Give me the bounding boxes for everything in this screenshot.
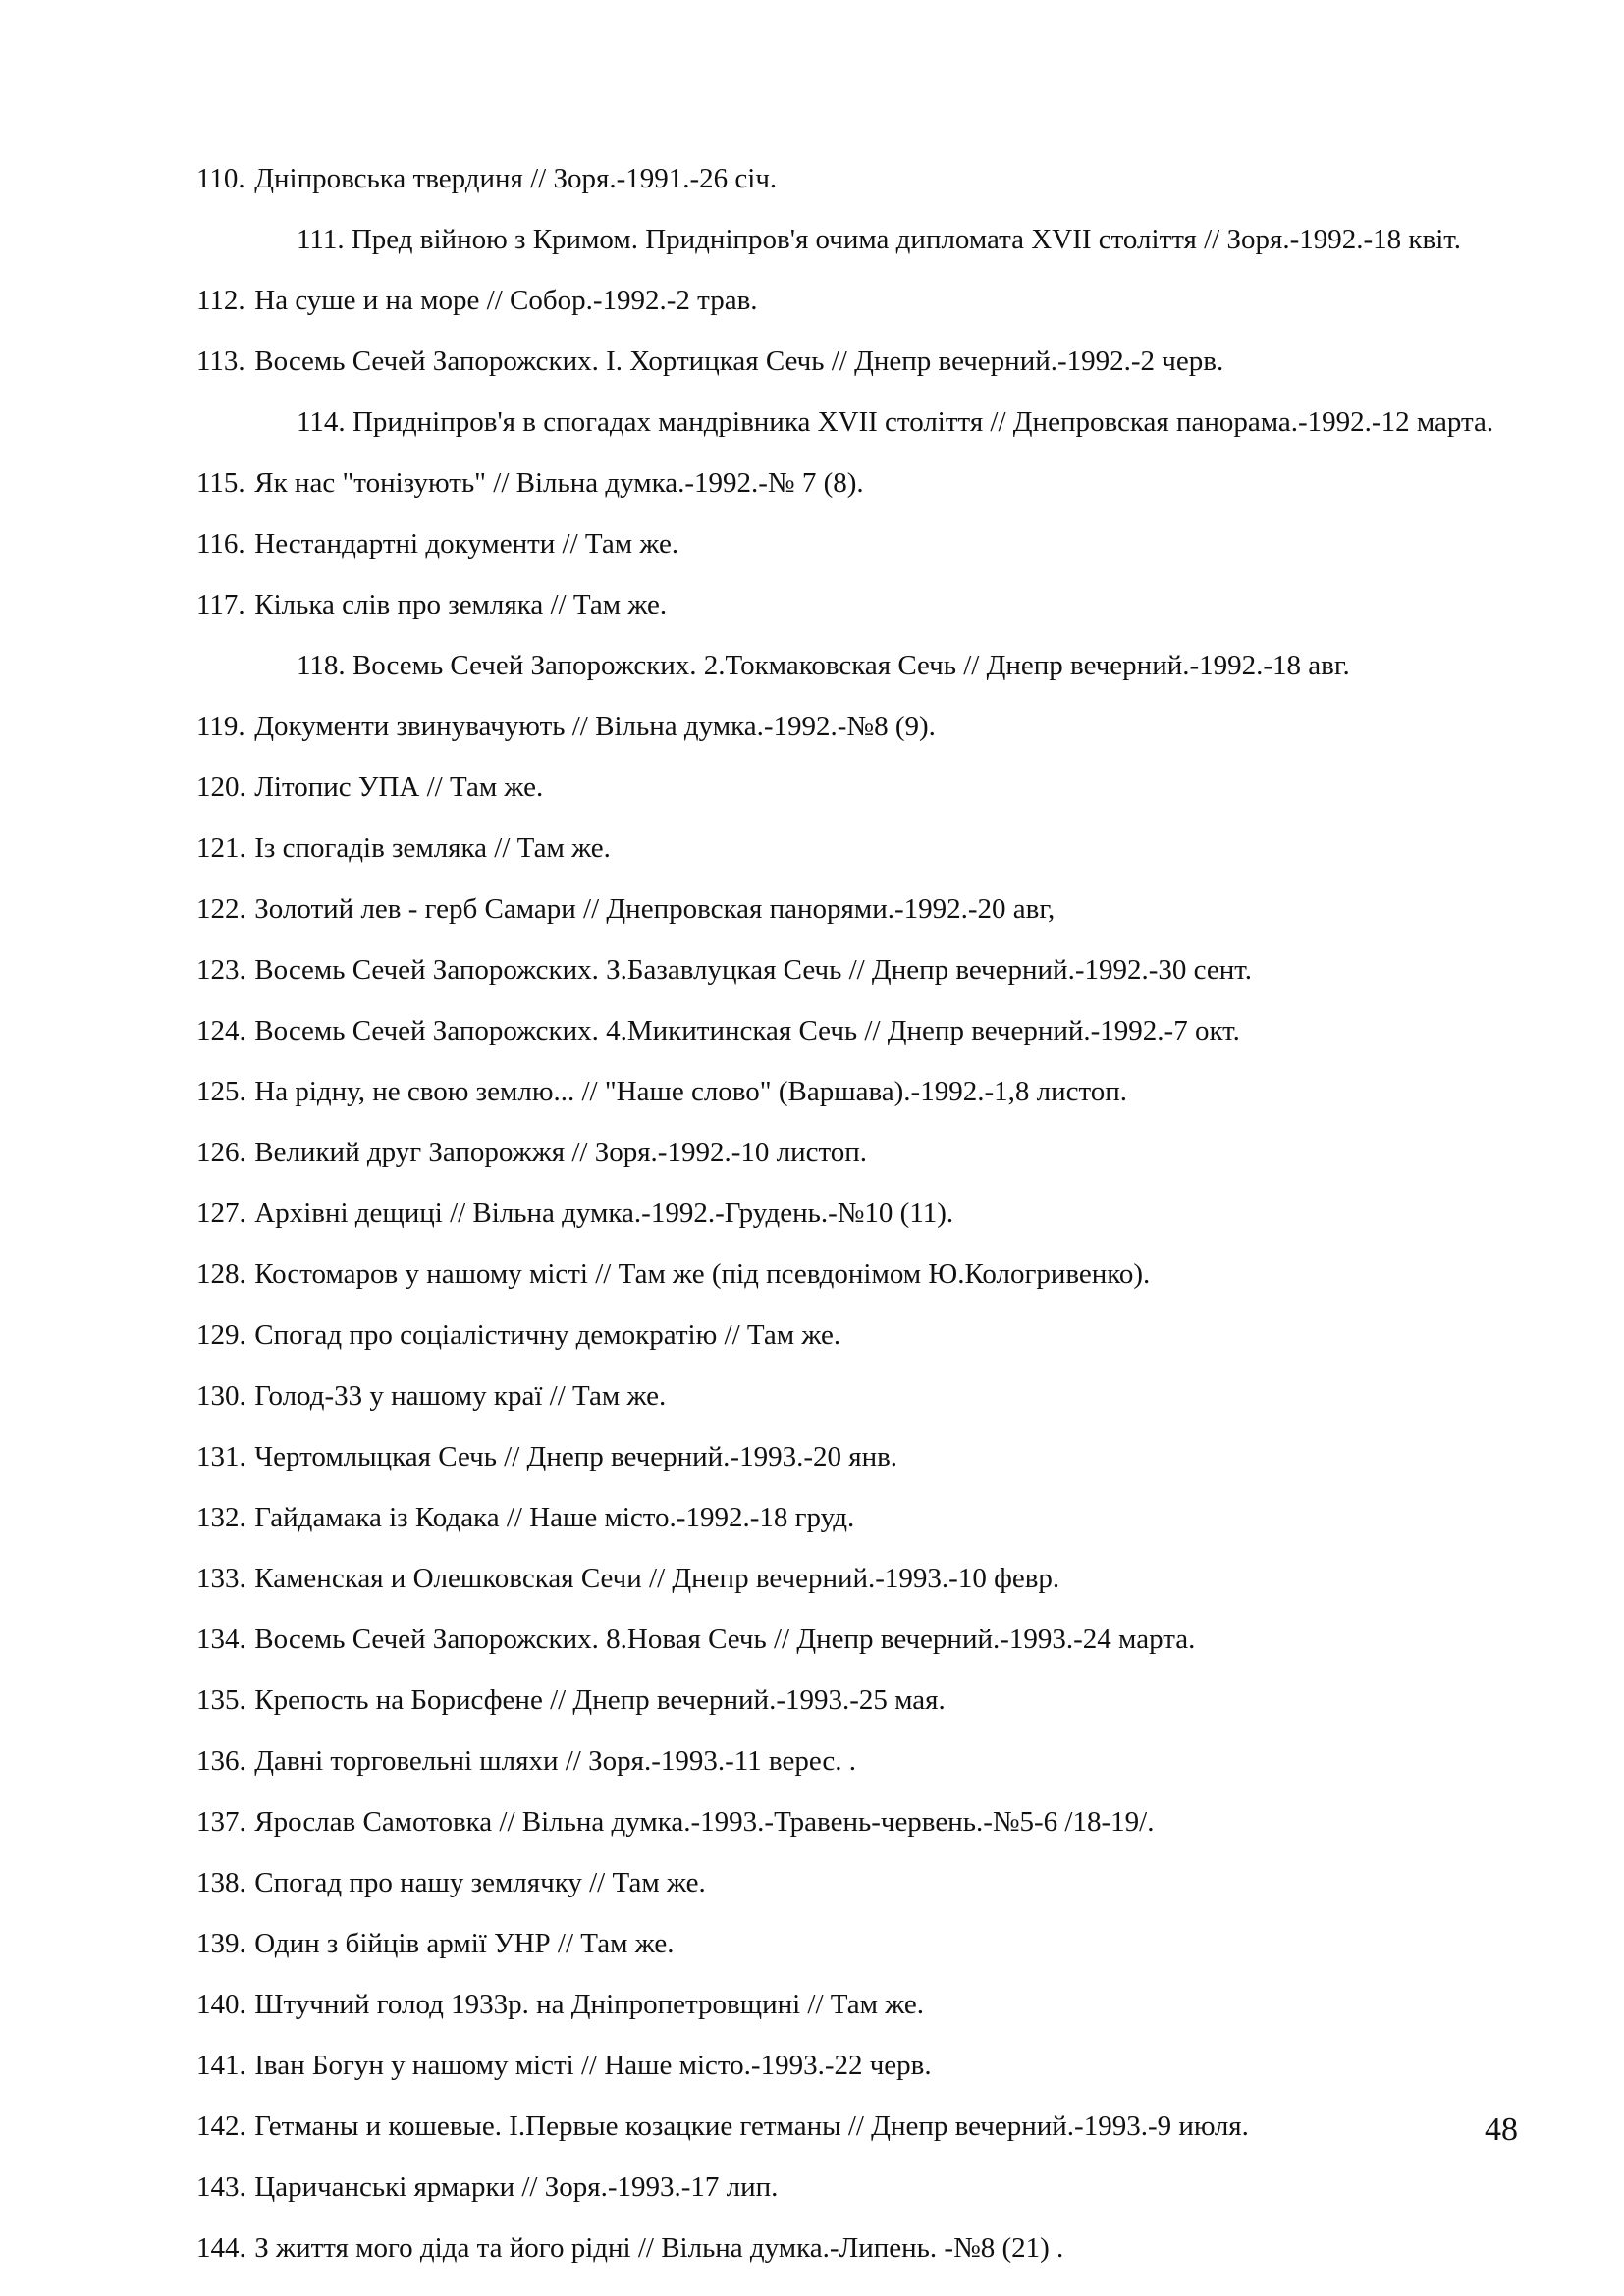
bibliography-entry (196, 525, 1518, 562)
entry-number: 138. (196, 1867, 246, 1898)
entry-number: 125. (196, 1076, 246, 1107)
entry-number: 122. (196, 893, 246, 925)
entry-number: 143. (196, 2171, 246, 2203)
entry-number: 139. (196, 1928, 246, 1959)
bibliography-entry (196, 1925, 1518, 1962)
entry-number: 140. (196, 1989, 246, 2020)
bibliography-entry (196, 343, 1518, 380)
bibliography-entry (196, 282, 1518, 319)
bibliography-entry (196, 829, 1518, 867)
entry-text: Документи звинувачують // Вільна думка.-1992.-№8 (9). (254, 711, 936, 742)
entry-text: Восемь Сечей Запорожских. 2.Токмаковская Сечь // Днепр вечерний.-1992.-18 авг. (352, 650, 1350, 681)
bibliography-entry (96, 221, 1518, 258)
bibliography-entry (196, 1621, 1518, 1658)
entry-number: 111. (297, 224, 345, 255)
entry-number: 127. (196, 1198, 246, 1229)
entry-text: Гайдамака із Кодака // Наше місто.-1992.-18 груд. (254, 1502, 855, 1533)
entry-text: Голод-33 у нашому краї // Там же. (254, 1380, 667, 1412)
bibliography-entry (196, 708, 1518, 745)
entry-number: 126. (196, 1137, 246, 1168)
entry-number: 123. (196, 954, 246, 986)
entry-text: Гетманы и кошевые. I.Первые козацкие гетманы // Днепр вечерний.-1993.-9 июля. (254, 2110, 1249, 2142)
bibliography-entry (196, 2047, 1518, 2084)
entry-text: Пред війною з Кримом. Придніпров'я очима дипломата XVII століття // Зоря.-1992.-18 квіт. (351, 224, 1461, 255)
entry-number: 119. (196, 711, 245, 742)
bibliography-entry (196, 1012, 1518, 1049)
entry-text: Штучний голод 1933р. на Дніпропетровщині // Там же. (254, 1989, 925, 2020)
bibliography-entry (196, 1499, 1518, 1536)
entry-text: Нестандартні документи // Там же. (254, 528, 679, 560)
entry-text: Ярослав Самотовка // Вільна думка.-1993.-Травень-червень.-№5-6 /18-19/. (254, 1806, 1155, 1838)
entry-number: 133. (196, 1563, 246, 1594)
entry-number: 115. (196, 467, 245, 499)
entry-number: 144. (196, 2232, 246, 2264)
entry-text: Каменская и Олешковская Сечи // Днепр вечерний.-1993.-10 февр. (254, 1563, 1060, 1594)
bibliography-entry (96, 403, 1518, 441)
entry-text: Чертомлыцкая Сечь // Днепр вечерний.-1993.-20 янв. (254, 1441, 898, 1472)
bibliography-entry (196, 2168, 1518, 2206)
bibliography-entry (196, 1864, 1518, 1901)
bibliography-entry (196, 951, 1518, 988)
entry-text: Восемь Сечей Запорожских. З.Базавлуцкая Сечь // Днепр вечерний.-1992.-30 сент. (254, 954, 1252, 986)
bibliography-entry (196, 1316, 1518, 1354)
entry-number: 113. (196, 346, 245, 377)
entry-text: Давні торговельні шляхи // Зоря.-1993.-11 верес. . (254, 1745, 857, 1777)
bibliography-entry (196, 160, 1518, 197)
entry-text: Царичанські ярмарки // Зоря.-1993.-17 лип. (254, 2171, 779, 2203)
entry-number: 134. (196, 1624, 246, 1655)
bibliography-entry (196, 2229, 1518, 2267)
entry-text: Кілька слів про земляка // Там же. (254, 589, 668, 620)
entry-text: Іван Богун у нашому місті // Наше місто.-1993.-22 черв. (254, 2050, 932, 2081)
entry-number: 117. (196, 589, 245, 620)
entry-text: Восемь Сечей Запорожских. I. Хортицкая Сечь // Днепр вечерний.-1992.-2 черв. (254, 346, 1224, 377)
entry-text: З життя мого діда та його рідні // Вільна думка.-Липень. -№8 (21) . (254, 2232, 1064, 2264)
entry-text: Із спогадів земляка // Там же. (254, 832, 611, 864)
bibliography-entry (196, 1560, 1518, 1597)
bibliography-entry (196, 2108, 1518, 2145)
entry-number: 114. (297, 406, 346, 438)
entry-number: 136. (196, 1745, 246, 1777)
bibliography-entry (196, 464, 1518, 502)
entry-number: 142. (196, 2110, 246, 2142)
entry-number: 135. (196, 1684, 246, 1716)
entry-number: 124. (196, 1015, 246, 1046)
bibliography-entry (196, 1986, 1518, 2023)
entry-text: Восемь Сечей Запорожских. 8.Новая Сечь // Днепр вечерний.-1993.-24 марта. (254, 1624, 1196, 1655)
bibliography-entry (196, 1803, 1518, 1841)
entry-text: На рідну, не свою землю... // "Наше слово" (Варшава).-1992.-1,8 листоп. (254, 1076, 1128, 1107)
bibliography-entry (196, 1682, 1518, 1719)
entry-number: 132. (196, 1502, 246, 1533)
entry-number: 128. (196, 1258, 246, 1290)
entry-text: Великий друг Запорожжя // Зоря.-1992.-10 листоп. (254, 1137, 868, 1168)
bibliography-entry (196, 1195, 1518, 1232)
entry-number: 130. (196, 1380, 246, 1412)
bibliography-entry (196, 1255, 1518, 1293)
bibliography-entry (196, 769, 1518, 806)
entry-number: 110. (196, 163, 245, 194)
entry-number: 141. (196, 2050, 246, 2081)
entry-text: Спогад про нашу землячку // Там же. (254, 1867, 706, 1898)
entry-number: 120. (196, 772, 246, 803)
entry-number: 121. (196, 832, 246, 864)
entry-text: Золотий лев - герб Самари // Днепровская панорями.-1992.-20 авг, (254, 893, 1056, 925)
entry-text: Літопис УПА // Там же. (254, 772, 544, 803)
entry-text: Крепость на Борисфене // Днепр вечерний.-1993.-25 мая. (254, 1684, 946, 1716)
entry-number: 116. (196, 528, 245, 560)
entry-text: Костомаров у нашому місті // Там же (під псевдонімом Ю.Кологривенко). (254, 1258, 1151, 1290)
entry-text: Як нас "тонізують" // Вільна думка.-1992.-№ 7 (8). (254, 467, 864, 499)
page-number: 48 (1485, 2111, 1518, 2148)
entry-number: 129. (196, 1319, 246, 1351)
entry-text: Спогад про соціалістичну демократію // Там же. (254, 1319, 841, 1351)
entry-number: 112. (196, 285, 245, 316)
bibliography-entry (196, 890, 1518, 928)
entry-text: Придніпров'я в спогадах мандрівника XVII століття // Днепровская панорама.-1992.-12 марта. (352, 406, 1494, 438)
bibliography-entry (196, 1073, 1518, 1110)
bibliography-entry (196, 1438, 1518, 1475)
entry-text: Восемь Сечей Запорожских. 4.Микитинская Сечь // Днепр вечерний.-1992.-7 окт. (254, 1015, 1240, 1046)
bibliography-list (196, 160, 1518, 2290)
entry-text: Один з бійців армії УНР // Там же. (254, 1928, 675, 1959)
entry-number: 137. (196, 1806, 246, 1838)
bibliography-entry (196, 1742, 1518, 1780)
entry-number: 118. (297, 650, 346, 681)
entry-text: Дніпровська твердиня // Зоря.-1991.-26 січ. (254, 163, 778, 194)
bibliography-entry (196, 1134, 1518, 1171)
bibliography-entry (96, 647, 1518, 684)
entry-text: Архівні дещиці // Вільна думка.-1992.-Грудень.-№10 (11). (254, 1198, 954, 1229)
bibliography-entry (196, 1377, 1518, 1415)
bibliography-entry (196, 586, 1518, 623)
entry-number: 131. (196, 1441, 246, 1472)
entry-text: На суше и на море // Собор.-1992.-2 трав. (254, 285, 758, 316)
